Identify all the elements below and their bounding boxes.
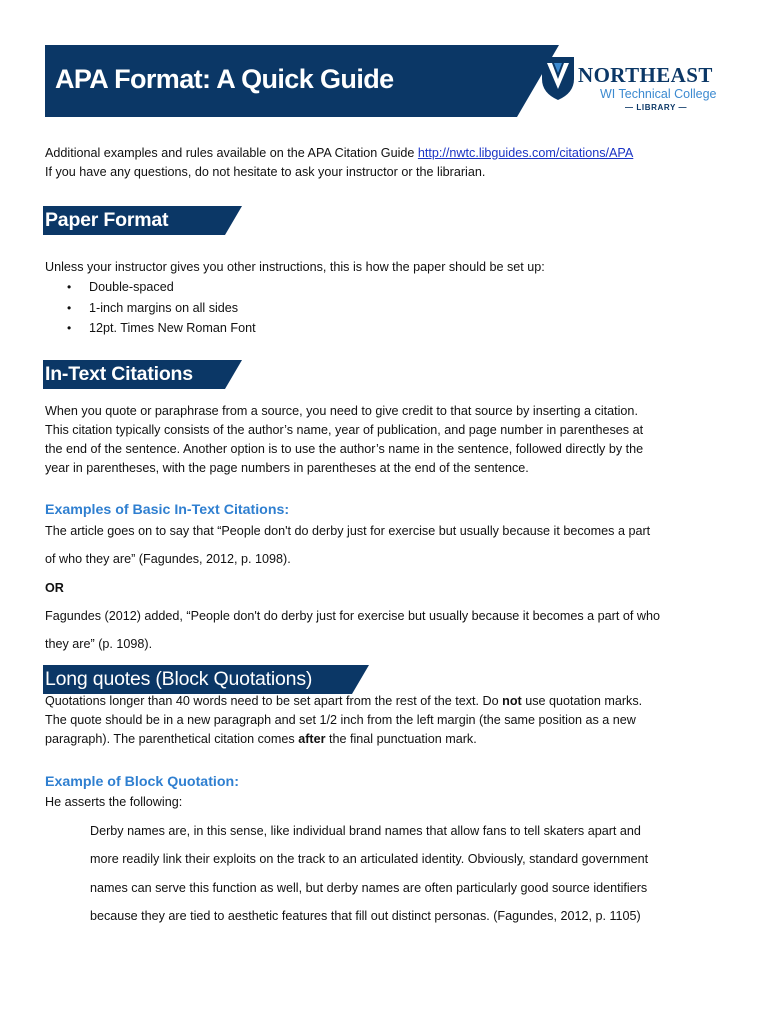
block-quote-line: Derby names are, in this sense, like individual brand names that allow fans to tell skaters apart and [90, 824, 641, 838]
block-example-lead: He asserts the following: [45, 795, 183, 809]
logo-library-label: — LIBRARY — [625, 103, 688, 112]
example-line: of who they are” (Fagundes, 2012, p. 1098). [45, 552, 291, 566]
in-text-paragraph-line: This citation typically consists of the author’s name, year of publication, and page number in parentheses at [45, 423, 644, 437]
intro-line-1 [45, 144, 633, 163]
long-quotes-line-1 [45, 692, 642, 711]
example-line: they are” (p. 1098). [45, 637, 153, 651]
text-run: use quotation marks. [521, 694, 643, 708]
paper-format-lead: Unless your instructor gives you other instructions, this is how the paper should be set up: [45, 260, 545, 274]
block-quote-line: because they are tied to aesthetic features that fill out distinct personas. (Fagundes, 2012, p. 1105) [90, 909, 641, 923]
block-example-heading: Example of Block Quotation: [45, 774, 239, 790]
section-heading-long-quotes [43, 665, 369, 694]
heading-label: Long quotes (Block Quotations) [45, 668, 313, 690]
long-quotes-line-3 [45, 730, 477, 749]
apa-guide-link[interactable]: http://nwtc.libguides.com/citations/APA [417, 146, 634, 160]
intro-line-2: If you have any questions, do not hesitate to ask your instructor or the librarian. [45, 165, 486, 179]
in-text-paragraph-line: year in parentheses, with the page numbers in parentheses at the end of the sentence. [45, 461, 529, 475]
list-item-text: 12pt. Times New Roman Font [89, 321, 256, 335]
shield-icon [540, 55, 576, 101]
header-banner [45, 45, 559, 117]
example-line: Fagundes (2012) added, “People don't do derby just for exercise but usually because it becomes a part of who [45, 609, 660, 623]
example-line: The article goes on to say that “People don't do derby just for exercise but usually because it becomes a part [45, 524, 651, 538]
heading-label: In-Text Citations [45, 363, 193, 385]
text-run: paragraph). The parenthetical citation comes [45, 732, 299, 746]
bullet-icon: • [67, 300, 72, 315]
examples-heading: Examples of Basic In-Text Citations: [45, 502, 290, 518]
logo-subtitle: WI Technical College [600, 87, 717, 101]
list-item [45, 298, 256, 319]
in-text-paragraph-line: When you quote or paraphrase from a source, you need to give credit to that source by inserting a citation. [45, 404, 638, 418]
emphasis-after: after [298, 732, 326, 746]
block-quote-line: names can serve this function as well, but derby names are often particularly good source identifiers [90, 881, 648, 895]
intro-text: Additional examples and rules available on the APA Citation Guide [45, 146, 418, 160]
in-text-paragraph-line: the end of the sentence. Another option is to use the author’s name in the sentence, followed directly by the [45, 442, 644, 456]
section-heading-in-text-citations [43, 360, 242, 389]
text-run: the final punctuation mark. [325, 732, 477, 746]
page-title: APA Format: A Quick Guide [55, 64, 394, 94]
list-item [45, 277, 256, 298]
section-heading-paper-format [43, 206, 242, 235]
bullet-icon: • [67, 321, 72, 335]
logo-name: NORTHEAST [578, 63, 713, 87]
long-quotes-line-2: The quote should be in a new paragraph and set 1/2 inch from the left margin (the same position as a new [45, 713, 636, 727]
heading-label: Paper Format [45, 209, 169, 231]
text-run: Quotations longer than 40 words need to be set apart from the rest of the text. Do [45, 694, 503, 708]
college-logo [540, 55, 740, 117]
bullet-icon: • [67, 280, 72, 294]
emphasis-not: not [502, 694, 522, 708]
list-item-text: Double-spaced [89, 280, 174, 294]
list-item [45, 318, 256, 339]
list-item-text: 1-inch margins on all sides [89, 300, 239, 315]
or-separator: OR [45, 581, 64, 595]
block-quote-line: more readily link their exploits on the track to an articulated identity. Obviously, standard government [90, 852, 649, 866]
paper-format-list [45, 277, 256, 339]
